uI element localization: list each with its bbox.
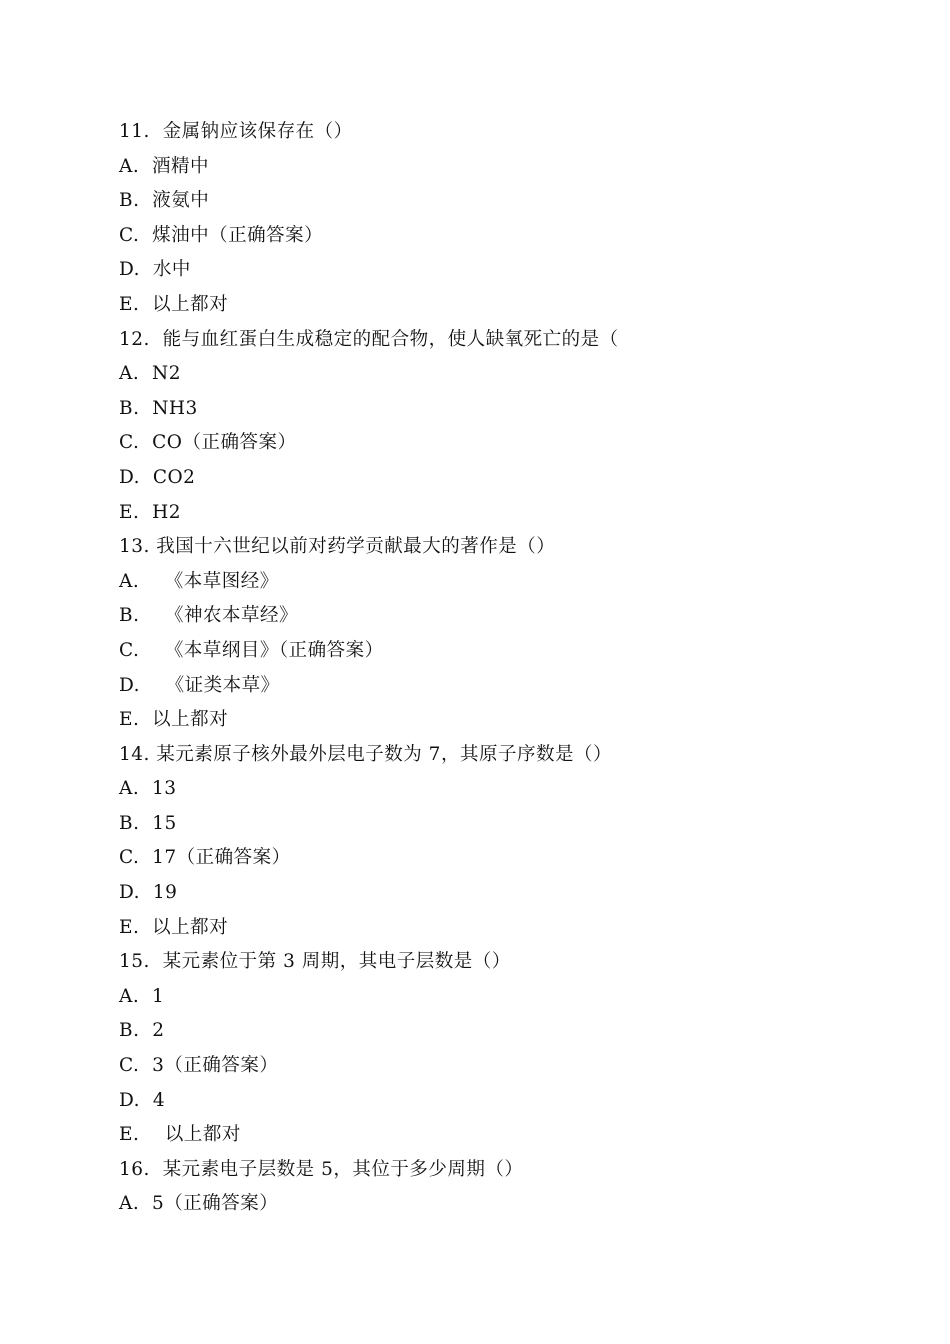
question-15-option-c: C. 3（正确答案） [119,1055,279,1077]
question-12-option-d: D. CO2 [119,466,196,488]
question-15-stem: 15. 某元素位于第 3 周期，其电子层数是（） [119,951,511,973]
question-16-option-a: A. 5（正确答案） [119,1193,279,1215]
question-11-option-a: A. 酒精中 [119,155,210,177]
question-11-option-c: C. 煤油中（正确答案） [119,224,324,246]
question-11-stem: 11. 金属钠应该保存在（） [119,121,353,142]
question-12-option-b: B. NH3 [119,397,198,419]
question-14-stem: 14. 某元素原子核外最外层电子数为 7，其原子序数是（） [119,743,612,765]
question-12-option-a: A. N2 [119,363,181,385]
question-14-option-a: A. 13 [119,778,177,800]
question-15-option-b: B. 2 [119,1020,165,1042]
question-11-option-e: E. 以上都对 [119,293,229,315]
question-14-option-d: D. 19 [119,882,178,904]
question-15-option-d: D. 4 [119,1089,166,1111]
question-12-option-e: E. H2 [119,501,182,523]
question-13-option-c: C. 《本草纲目》（正确答案） [119,639,384,661]
question-13-option-d: D. 《证类本草》 [119,674,280,696]
question-12-option-c: C. CO（正确答案） [119,432,297,454]
question-14-option-b: B. 15 [119,812,177,834]
question-13-option-b: B. 《神农本草经》 [119,605,298,627]
question-14-option-e: E. 以上都对 [119,916,229,938]
question-list [119,115,879,1222]
question-16-stem: 16. 某元素电子层数是 5，其位于多少周期（） [119,1158,524,1180]
question-15-option-e: E. 以上都对 [119,1124,241,1146]
question-11-option-d: D. 水中 [119,259,191,281]
question-13-option-a: A. 《本草图经》 [119,570,279,592]
question-12-stem: 12. 能与血红蛋白生成稳定的配合物，使人缺氧死亡的是（ [119,328,619,350]
question-15-option-a: A. 1 [119,985,165,1007]
question-13-option-e: E. 以上都对 [119,709,229,731]
question-11-option-b: B. 液氨中 [119,190,210,212]
question-13-stem: 13. 我国十六世纪以前对药学贡献最大的著作是（） [119,536,556,558]
question-14-option-c: C. 17（正确答案） [119,847,291,869]
